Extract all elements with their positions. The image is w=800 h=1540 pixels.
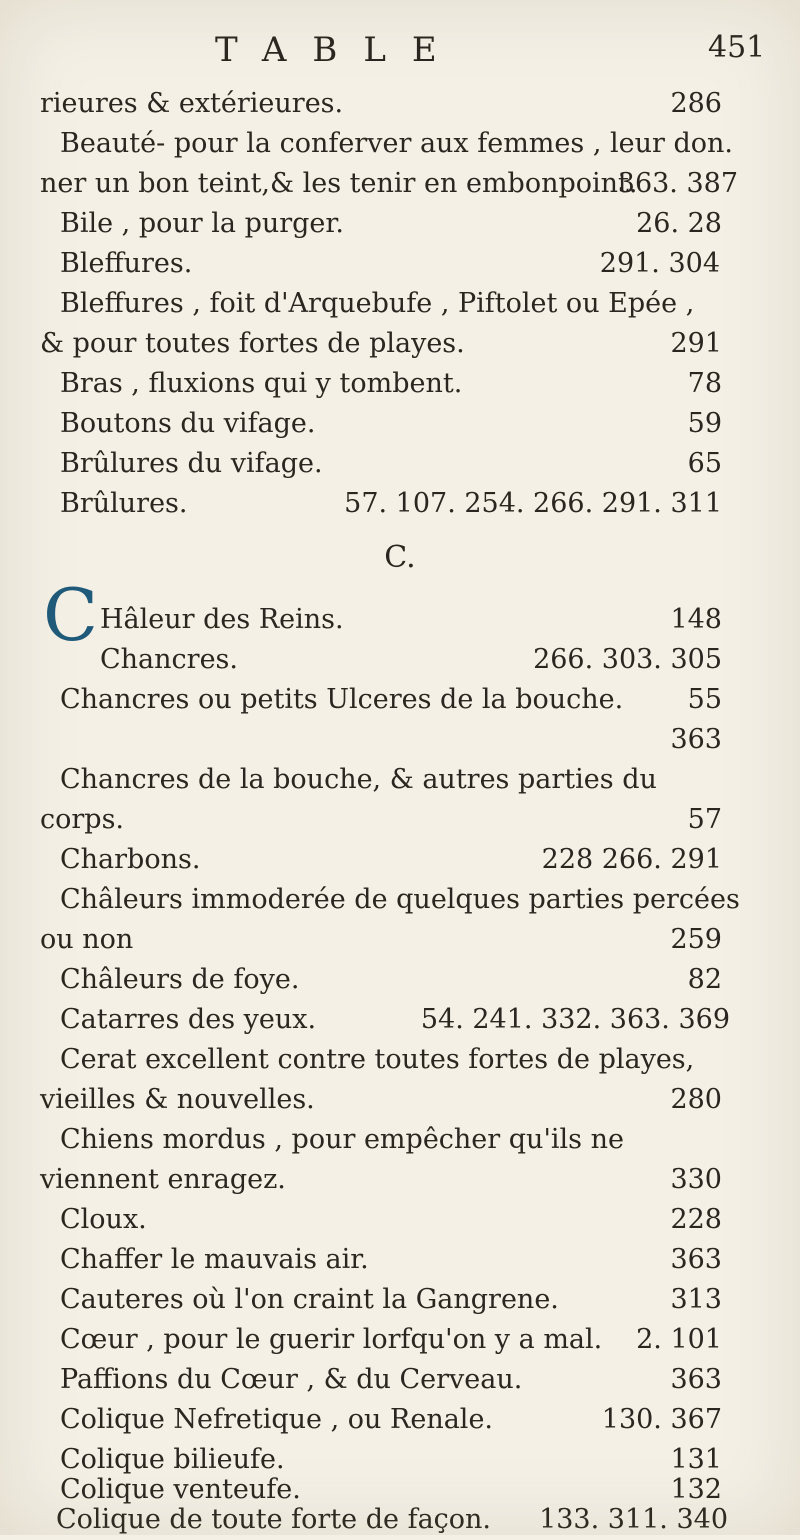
index-entry: Châleurs immoderée de quelques parties percées (60, 884, 740, 915)
running-header (0, 30, 800, 80)
index-entry: Beauté- pour la conferver aux femmes , leur don. (60, 128, 733, 159)
index-entry: Chancres ou petits Ulceres de la bouche. 55 (60, 684, 722, 715)
index-entry: Colique Nefretique , ou Renale. 130. 367 (60, 1404, 722, 1435)
header-title: TABLE (215, 30, 463, 70)
index-entry: Cœur , pour le guerir lorfqu'on y a mal. 2. 101 (60, 1324, 722, 1355)
index-entry: Boutons du vifage. 59 (60, 408, 722, 439)
index-entry: Colique de toute forte de façon. 133. 311. 340 (56, 1504, 728, 1535)
index-entry: 363 (670, 724, 722, 755)
index-entry: Brûlures du vifage. 65 (60, 448, 722, 479)
index-entry: & pour toutes fortes de playes. 291 (40, 328, 722, 359)
index-entry: Paffions du Cœur , & du Cerveau. 363 (60, 1364, 722, 1395)
index-entry: Chaffer le mauvais air. 363 (60, 1244, 722, 1275)
index-entry: Bleffures , foit d'Arquebufe , Piftolet ou Epée , (60, 288, 695, 319)
section-heading: C. (384, 540, 416, 575)
index-entry: ner un bon teint,& les tenir en embonpoint. 363. 387 (40, 168, 738, 199)
index-entry: Bleffures. 291. 304 (60, 248, 720, 279)
index-entry: viennent enragez. 330 (40, 1164, 722, 1195)
page-number: 451 (708, 30, 766, 65)
index-entry: vieilles & nouvelles. 280 (40, 1084, 722, 1115)
index-entry: Chancres. 266. 303. 305 (100, 644, 722, 675)
index-entry: Colique bilieufe. 131 (60, 1444, 722, 1475)
index-entry: Bile , pour la purger. 26. 28 (60, 208, 722, 239)
index-entry: Bras , fluxions qui y tombent. 78 (60, 368, 722, 399)
drop-cap: C (43, 573, 99, 657)
index-entry: Chancres de la bouche, & autres parties du (60, 764, 657, 795)
index-entry: ou non 259 (40, 924, 722, 955)
index-entry: rieures & extérieures. 286 (40, 88, 722, 119)
index-entry: Chiens mordus , pour empêcher qu'ils ne (60, 1124, 624, 1155)
index-entry: Hâleur des Reins. 148 (100, 604, 722, 635)
index-entry: Châleurs de foye. 82 (60, 964, 722, 995)
index-entry: Colique venteufe. 132 (60, 1474, 722, 1505)
index-entry: Brûlures. 57. 107. 254. 266. 291. 311 (60, 488, 722, 519)
index-entry: Charbons. 228 266. 291 (60, 844, 722, 875)
index-entry: Cauteres où l'on craint la Gangrene. 313 (60, 1284, 722, 1315)
index-entry: Catarres des yeux. 54. 241. 332. 363. 369 (60, 1004, 730, 1035)
index-entry: corps. 57 (40, 804, 722, 835)
index-entry: Cerat excellent contre toutes fortes de playes, (60, 1044, 695, 1075)
index-entry: Cloux. 228 (60, 1204, 722, 1235)
